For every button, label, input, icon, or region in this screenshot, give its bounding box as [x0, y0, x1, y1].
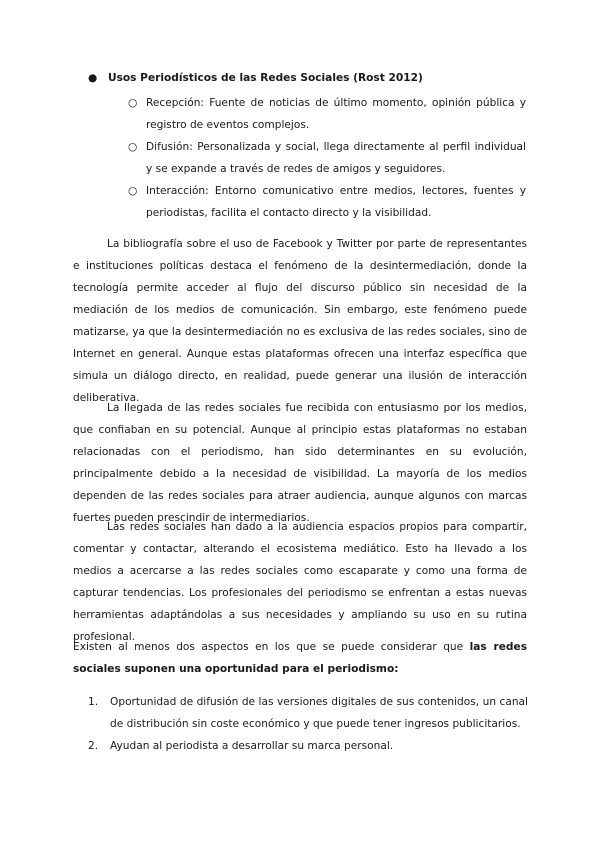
list-item [88, 735, 528, 757]
list-item-text: Difusión: Personalizada y social, llega directamente al perfil individual y se expande a través de redes de amigos y seguidores. [146, 141, 526, 175]
list-item-text: Oportunidad de difusión de las versiones digitales de sus contenidos, un canal de distribución sin coste económico y que puede tener ingresos publicitarios. [110, 696, 528, 730]
sub-bullet-marker: ○ [128, 185, 138, 197]
list-number: 1. [88, 696, 99, 708]
bullet-heading-title: Usos Periodísticos de las Redes Sociales (Rost 2012) [108, 72, 423, 84]
list-item-text: Interacción: Entorno comunicativo entre medios, lectores, fuentes y periodistas, facilita el contacto directo y la visibilidad. [146, 185, 526, 219]
paragraph-aspectos-bold: las redes sociales suponen una oportunidad para el periodismo: [73, 641, 527, 675]
paragraph-desintermediacion: La bibliografía sobre el uso de Facebook y Twitter por parte de representantes e instituciones políticas destaca el fenómeno de la desintermediación, donde la tecnología permite acceder al flujo del discurso público sin necesidad de la mediación de los medios de comunicación. Sin embargo, este fenómeno puede matizarse, ya que la desintermediación no es exclusiva de las redes sociales, sino de Internet en general. Aunque estas plataformas ofrecen una interfaz específica que simula un diálogo directo, en realidad, puede generar una ilusión de interacción deliberativa. [73, 238, 527, 404]
list-number: 2. [88, 740, 99, 752]
sub-bullet-marker: ○ [128, 141, 138, 153]
sub-bullet-list [128, 92, 526, 224]
list-item [128, 92, 526, 136]
list-item-text: Ayudan al periodista a desarrollar su marca personal. [110, 740, 394, 752]
sub-bullet-marker: ○ [128, 97, 138, 109]
list-item [88, 691, 528, 735]
paragraph-espacios-audiencia: Las redes sociales han dado a la audiencia espacios propios para compartir, comentar y contactar, alterando el ecosistema mediático. Esto ha llevado a los medios a acercarse a las redes sociales como escaparate y como una forma de capturar tendencias. Los profesionales del periodismo se enfrentan a estas nuevas herramientas adaptándolas a sus necesidades y ampliando su uso en su rutina profesional. [73, 521, 527, 643]
numbered-list [88, 691, 528, 757]
bullet-marker: ● [88, 72, 98, 84]
paragraph-aspectos-plain: Existen al menos dos aspectos en los que se puede considerar que [73, 641, 470, 653]
list-item-text: Recepción: Fuente de noticias de último momento, opinión pública y registro de eventos complejos. [146, 97, 526, 131]
list-item [128, 136, 526, 180]
list-item [128, 180, 526, 224]
paragraph-llegada-redes: La llegada de las redes sociales fue recibida con entusiasmo por los medios, que confiaban en su potencial. Aunque al principio estas plataformas no estaban relacionadas con el periodismo, han sido determinantes en su evolución, principalmente debido a la necesidad de visibilidad. La mayoría de los medios dependen de las redes sociales para atraer audiencia, aunque algunos con marcas fuertes pueden prescindir de intermediarios. [73, 402, 527, 524]
paragraph-aspectos [73, 636, 527, 680]
